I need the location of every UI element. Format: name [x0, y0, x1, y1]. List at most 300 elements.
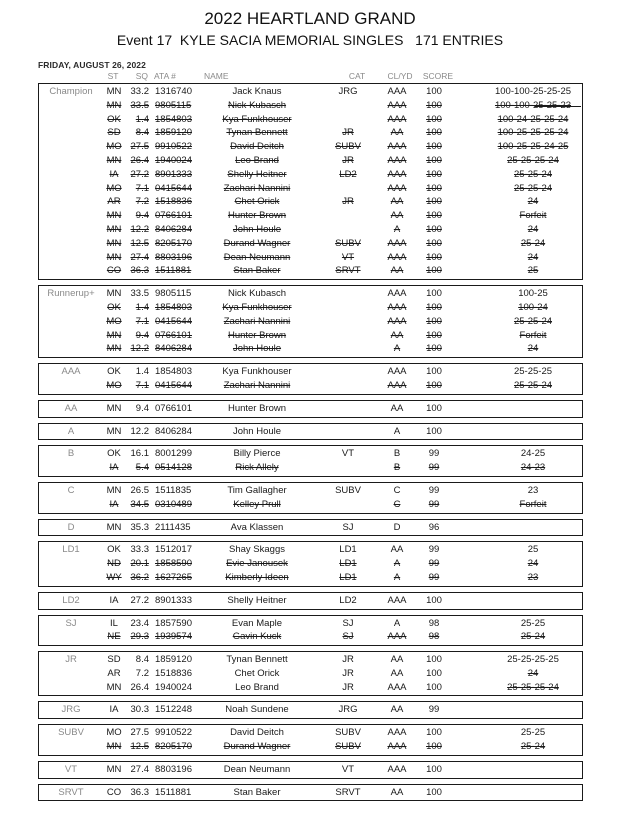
- result-row: [39, 484, 582, 498]
- name-cell: Zachari Nannini: [223, 182, 291, 194]
- section-label: B: [67, 448, 75, 460]
- score-detail-cell: 25-25-25-24: [507, 154, 559, 166]
- category-cell: LD2: [339, 594, 357, 606]
- ata-number-cell: 1857590: [155, 617, 192, 629]
- result-row: [39, 703, 582, 717]
- score-detail-cell: 25-25: [520, 617, 546, 629]
- name-cell: Chet Orick: [234, 667, 280, 679]
- class-yardage-cell: A: [393, 425, 401, 437]
- result-row: [39, 342, 582, 356]
- class-yardage-cell: AA: [390, 196, 404, 208]
- ata-number-cell: 8803196: [155, 763, 192, 775]
- score-cell: 100: [426, 237, 442, 249]
- score-cell: 100: [426, 182, 442, 194]
- section-a: [38, 423, 583, 441]
- state-cell: MN: [106, 210, 122, 222]
- state-cell: MN: [106, 237, 122, 249]
- category-cell: VT: [341, 763, 355, 775]
- class-yardage-cell: AAA: [387, 168, 407, 180]
- section-vt: [38, 761, 583, 779]
- result-row: [39, 237, 582, 251]
- ata-number-cell: 1511881: [155, 265, 192, 277]
- category-cell: SJ: [342, 617, 354, 629]
- section-ld1: [38, 541, 583, 586]
- result-row: [39, 126, 582, 140]
- squad-cell: 5.4: [135, 462, 149, 474]
- squad-cell: 29.3: [130, 631, 149, 643]
- section-label: VT: [64, 763, 78, 775]
- state-cell: AR: [107, 667, 121, 679]
- class-yardage-cell: AA: [390, 402, 404, 414]
- ata-number-cell: 1854803: [155, 301, 192, 313]
- name-cell: Tynan Bennett: [226, 654, 288, 666]
- state-cell: OK: [107, 544, 121, 556]
- squad-cell: 7.2: [135, 667, 149, 679]
- ata-number-cell: 0415644: [155, 182, 192, 194]
- result-row: [39, 140, 582, 154]
- score-cell: 100: [426, 315, 442, 327]
- state-cell: MN: [106, 251, 122, 263]
- name-cell: Nick Kubasch: [227, 288, 287, 300]
- state-cell: IA: [109, 704, 119, 716]
- ata-number-cell: 1511835: [155, 484, 192, 496]
- name-cell: Shay Skaggs: [229, 544, 285, 556]
- score-detail-cell: 25-25-24: [513, 168, 553, 180]
- section-label: [39, 140, 103, 154]
- ata-number-cell: 1512248: [155, 704, 192, 716]
- score-detail-cell: 25-25-25-24: [507, 681, 559, 693]
- squad-cell: 34.5: [130, 498, 149, 510]
- state-cell: OK: [107, 301, 121, 313]
- ata-number-cell: 1939574: [155, 631, 192, 643]
- name-cell: Durand Wagner: [223, 237, 291, 249]
- state-cell: MO: [106, 141, 122, 153]
- squad-cell: 27.5: [130, 727, 149, 739]
- section-label: [39, 195, 103, 209]
- name-cell: Durand Wagner: [223, 741, 291, 753]
- ata-number-cell: 8406284: [155, 223, 192, 235]
- score-detail-cell: [484, 786, 582, 800]
- score-detail-cell: 100-25-25-24-25: [497, 141, 569, 153]
- ata-number-cell: 1940024: [155, 681, 192, 693]
- class-yardage-cell: AAA: [387, 594, 407, 606]
- score-detail-cell: 25-25-24: [513, 182, 553, 194]
- score-detail-cell: 24: [527, 251, 539, 263]
- squad-cell: 27.5: [130, 141, 149, 153]
- name-cell: Evan Maple: [231, 617, 283, 629]
- state-cell: MO: [106, 379, 122, 391]
- class-yardage-cell: AA: [390, 210, 404, 222]
- ata-number-cell: 1518836: [155, 196, 192, 208]
- score-detail-cell: 23: [527, 484, 539, 496]
- name-cell: Noah Sundene: [225, 704, 289, 716]
- score-cell: 100: [426, 154, 442, 166]
- squad-cell: 27.2: [130, 168, 149, 180]
- score-detail-cell: Forfeit: [519, 210, 547, 222]
- score-cell: 96: [428, 521, 440, 533]
- class-yardage-cell: AAA: [387, 727, 407, 739]
- name-cell: Shelly Heitner: [227, 168, 287, 180]
- category-cell: SUBV: [335, 237, 361, 249]
- score-detail-cell: 24: [527, 196, 539, 208]
- ata-number-cell: 8406284: [155, 425, 192, 437]
- ata-number-cell: 1859120: [155, 654, 192, 666]
- state-cell: CO: [106, 786, 122, 798]
- class-yardage-cell: AAA: [387, 379, 407, 391]
- section-label: JR: [65, 654, 77, 666]
- class-yardage-cell: C: [393, 498, 401, 510]
- section-label: [39, 99, 103, 113]
- ata-number-cell: 9910522: [155, 727, 192, 739]
- result-row: [39, 329, 582, 343]
- score-cell: 98: [428, 617, 440, 629]
- state-cell: MN: [106, 86, 122, 97]
- section-label: [39, 251, 103, 265]
- score-cell: 100: [426, 196, 442, 208]
- result-row: [39, 365, 582, 379]
- section-label: [39, 209, 103, 223]
- state-cell: NE: [107, 631, 121, 643]
- section-label: [39, 571, 103, 585]
- state-cell: IA: [109, 462, 119, 474]
- class-yardage-cell: AAA: [387, 251, 407, 263]
- class-yardage-cell: AAA: [387, 154, 407, 166]
- score-detail-cell: Forfeit: [519, 329, 547, 341]
- state-cell: MN: [106, 343, 122, 355]
- name-cell: Kya Funkhouser: [222, 113, 292, 125]
- state-cell: MN: [106, 288, 122, 300]
- category-cell: SJ: [342, 631, 354, 643]
- score-cell: 100: [426, 265, 442, 277]
- result-row: [39, 85, 582, 99]
- state-cell: MN: [106, 223, 122, 235]
- ata-number-cell: 9805115: [155, 288, 192, 300]
- class-yardage-cell: AAA: [387, 763, 407, 775]
- section-subv: [38, 724, 583, 756]
- section-label: SUBV: [58, 727, 84, 739]
- section-b: [38, 445, 583, 477]
- section-label: [39, 461, 103, 475]
- section-label: JRG: [61, 704, 81, 716]
- section-label: [39, 154, 103, 168]
- squad-cell: 33.2: [130, 86, 149, 97]
- name-cell: Jack Knaus: [232, 86, 282, 97]
- score-cell: 100: [426, 168, 442, 180]
- section-label: [39, 667, 103, 681]
- name-cell: Dean Neumann: [223, 763, 291, 775]
- state-cell: ND: [107, 558, 121, 570]
- state-cell: CO: [106, 265, 122, 277]
- score-detail-cell: 100-25: [518, 288, 548, 300]
- section-label: [39, 237, 103, 251]
- name-cell: Stan Baker: [233, 786, 281, 798]
- class-yardage-cell: AAA: [387, 741, 407, 753]
- section-aaa: [38, 363, 583, 395]
- column-header-class-yardage: CL/YD: [387, 71, 413, 81]
- state-cell: OK: [107, 366, 121, 378]
- category-cell: SRVT: [335, 265, 361, 277]
- state-cell: MO: [106, 727, 122, 739]
- section-label: Runnerup+: [47, 288, 95, 300]
- score-cell: 100: [426, 786, 442, 798]
- score-detail-cell: 23: [527, 571, 539, 583]
- class-yardage-cell: AA: [390, 127, 404, 139]
- result-row: [39, 182, 582, 196]
- score-cell: 99: [428, 544, 440, 556]
- event-date: FRIDAY, AUGUST 26, 2022: [38, 60, 146, 70]
- result-row: [39, 251, 582, 265]
- section-label: D: [67, 521, 75, 533]
- strike-trail-line: [535, 106, 581, 107]
- score-detail-cell: 100-24-25-25-24: [497, 113, 569, 125]
- score-detail-cell: 25-25-24: [513, 379, 553, 391]
- name-cell: Zachari Nannini: [223, 379, 291, 391]
- category-cell: SUBV: [335, 484, 361, 496]
- result-row: [39, 557, 582, 571]
- ata-number-cell: 1854803: [155, 366, 192, 378]
- ata-number-cell: 0766101: [155, 402, 192, 414]
- state-cell: IA: [109, 594, 119, 606]
- ata-number-cell: 1627265: [155, 571, 192, 583]
- result-row: [39, 287, 582, 301]
- state-cell: OK: [107, 113, 121, 125]
- name-cell: Leo Brand: [235, 154, 279, 166]
- class-yardage-cell: A: [393, 617, 401, 629]
- score-detail-cell: 25-25-24: [513, 315, 553, 327]
- score-detail-cell: 100-100-25-25-25: [494, 86, 572, 97]
- section-label: AAA: [61, 366, 81, 378]
- class-yardage-cell: AAA: [387, 301, 407, 313]
- state-cell: MN: [106, 763, 122, 775]
- state-cell: WY: [106, 571, 122, 583]
- score-cell: 99: [428, 704, 440, 716]
- results-document: [0, 9, 620, 824]
- state-cell: MN: [106, 741, 122, 753]
- result-row: [39, 264, 582, 278]
- ata-number-cell: 9805115: [155, 99, 192, 111]
- category-cell: JR: [342, 667, 354, 679]
- state-cell: IA: [109, 168, 119, 180]
- squad-cell: 35.3: [130, 521, 149, 533]
- score-detail-cell: 24-23: [520, 462, 546, 474]
- result-row: [39, 498, 582, 512]
- class-yardage-cell: AAA: [387, 288, 407, 300]
- section-label: [39, 329, 103, 343]
- ata-number-cell: 1511881: [155, 786, 192, 798]
- result-row: [39, 154, 582, 168]
- class-yardage-cell: AA: [390, 667, 404, 679]
- class-yardage-cell: C: [393, 484, 401, 496]
- ata-number-cell: 1940024: [155, 154, 192, 166]
- score-detail-cell: 25-24: [520, 631, 546, 643]
- results-sections: [38, 83, 583, 801]
- category-cell: SUBV: [335, 727, 361, 739]
- score-detail-cell: 24: [527, 667, 539, 679]
- score-cell: 99: [428, 462, 440, 474]
- score-detail-cell: 25-25-25-25: [507, 654, 559, 666]
- squad-cell: 20.1: [130, 558, 149, 570]
- category-cell: LD1: [339, 571, 357, 583]
- section-label: [39, 557, 103, 571]
- name-cell: Gavin Kuck: [232, 631, 282, 643]
- squad-cell: 12.2: [130, 343, 149, 355]
- class-yardage-cell: AAA: [387, 237, 407, 249]
- ata-number-cell: 0766101: [155, 329, 192, 341]
- score-cell: 100: [426, 727, 442, 739]
- score-detail-cell: 100-24: [518, 301, 548, 313]
- score-detail-cell: [484, 703, 582, 717]
- category-cell: JRG: [338, 704, 358, 716]
- section-label: [39, 630, 103, 644]
- name-cell: Kya Funkhouser: [222, 301, 292, 313]
- result-row: [39, 315, 582, 329]
- ata-number-cell: 1858590: [155, 558, 192, 570]
- result-row: [39, 726, 582, 740]
- score-detail-cell: [484, 402, 582, 416]
- score-cell: 100: [426, 425, 442, 437]
- class-yardage-cell: B: [393, 448, 401, 460]
- category-cell: JR: [342, 196, 354, 208]
- squad-cell: 12.2: [130, 425, 149, 437]
- class-yardage-cell: A: [393, 223, 401, 235]
- squad-cell: 23.4: [130, 617, 149, 629]
- category-cell: JRG: [338, 86, 358, 97]
- class-yardage-cell: AA: [390, 786, 404, 798]
- squad-cell: 9.4: [135, 329, 149, 341]
- squad-cell: 8.4: [135, 654, 149, 666]
- state-cell: MO: [106, 182, 122, 194]
- squad-cell: 7.2: [135, 196, 149, 208]
- event-subtitle: Event 17 KYLE SACIA MEMORIAL SINGLES 171 ENTRIES: [116, 32, 504, 48]
- result-row: [39, 763, 582, 777]
- squad-cell: 12.5: [130, 237, 149, 249]
- name-cell: Rick Allely: [235, 462, 279, 474]
- ata-number-cell: 8001299: [155, 448, 192, 460]
- class-yardage-cell: AAA: [387, 315, 407, 327]
- squad-cell: 27.4: [130, 251, 149, 263]
- score-cell: 100: [426, 379, 442, 391]
- name-cell: Zachari Nannini: [223, 315, 291, 327]
- category-cell: VT: [341, 448, 355, 460]
- class-yardage-cell: AA: [390, 654, 404, 666]
- result-row: [39, 667, 582, 681]
- section-label: [39, 223, 103, 237]
- column-header-squad: SQ: [135, 71, 148, 81]
- score-detail-cell: 24-25: [520, 448, 546, 460]
- section-champion: [38, 83, 583, 280]
- section-label: [39, 113, 103, 127]
- result-row: [39, 301, 582, 315]
- section-label: [39, 168, 103, 182]
- section-label: [39, 498, 103, 512]
- name-cell: Kelley Prull: [233, 498, 281, 510]
- section-label: AA: [64, 402, 78, 414]
- result-row: [39, 402, 582, 416]
- ata-number-cell: 0514128: [155, 462, 192, 474]
- name-cell: Kya Funkhouser: [222, 366, 292, 378]
- result-row: [39, 521, 582, 535]
- section-label: [39, 126, 103, 140]
- name-cell: Hunter Brown: [227, 210, 287, 222]
- category-cell: LD2: [339, 168, 357, 180]
- class-yardage-cell: B: [393, 462, 401, 474]
- result-row: [39, 786, 582, 800]
- section-label: C: [67, 484, 75, 496]
- state-cell: IL: [110, 617, 118, 629]
- class-yardage-cell: AA: [390, 704, 404, 716]
- result-row: [39, 571, 582, 585]
- score-cell: 100: [426, 594, 442, 606]
- score-cell: 100: [426, 251, 442, 263]
- result-row: [39, 740, 582, 754]
- class-yardage-cell: A: [393, 571, 401, 583]
- column-header-state: ST: [107, 71, 119, 81]
- name-cell: Tynan Bennett: [226, 127, 288, 139]
- result-row: [39, 425, 582, 439]
- score-detail-cell: Forfeit: [519, 498, 547, 510]
- column-headers: [38, 71, 583, 83]
- state-cell: MN: [106, 154, 122, 166]
- squad-cell: 1.4: [135, 366, 149, 378]
- squad-cell: 1.4: [135, 301, 149, 313]
- name-cell: Nick Kubasch: [227, 99, 287, 111]
- score-cell: 100: [426, 654, 442, 666]
- class-yardage-cell: AAA: [387, 99, 407, 111]
- state-cell: MN: [106, 99, 122, 111]
- class-yardage-cell: AAA: [387, 141, 407, 153]
- section-aa: [38, 400, 583, 418]
- score-detail-cell: 100-25-25-25-24: [497, 127, 569, 139]
- score-cell: 100: [426, 223, 442, 235]
- section-c: [38, 482, 583, 514]
- ata-number-cell: 1859120: [155, 127, 192, 139]
- score-cell: 100: [426, 741, 442, 753]
- class-yardage-cell: AAA: [387, 86, 407, 97]
- score-cell: 98: [428, 631, 440, 643]
- section-label: [39, 342, 103, 356]
- ata-number-cell: 8901333: [155, 594, 192, 606]
- section-label: [39, 264, 103, 278]
- section-label: A: [67, 425, 75, 437]
- column-header-category: CAT: [348, 71, 366, 81]
- class-yardage-cell: A: [393, 558, 401, 570]
- score-detail-cell: 24: [527, 343, 539, 355]
- class-yardage-cell: AAA: [387, 113, 407, 125]
- class-yardage-cell: AAA: [387, 681, 407, 693]
- ata-number-cell: 8901333: [155, 168, 192, 180]
- score-detail-cell: [484, 594, 582, 608]
- squad-cell: 36.3: [130, 786, 149, 798]
- section-srvt: [38, 784, 583, 802]
- result-row: [39, 168, 582, 182]
- squad-cell: 30.3: [130, 704, 149, 716]
- ata-number-cell: 8205170: [155, 237, 192, 249]
- category-cell: SUBV: [335, 141, 361, 153]
- result-row: [39, 195, 582, 209]
- name-cell: Hunter Brown: [227, 402, 287, 414]
- score-cell: 99: [428, 484, 440, 496]
- result-row: [39, 461, 582, 475]
- squad-cell: 7.1: [135, 315, 149, 327]
- section-runnerup: [38, 285, 583, 358]
- result-row: [39, 681, 582, 695]
- squad-cell: 12.2: [130, 223, 149, 235]
- score-cell: 100: [426, 402, 442, 414]
- state-cell: MO: [106, 315, 122, 327]
- score-cell: 99: [428, 498, 440, 510]
- squad-cell: 26.4: [130, 681, 149, 693]
- result-row: [39, 379, 582, 393]
